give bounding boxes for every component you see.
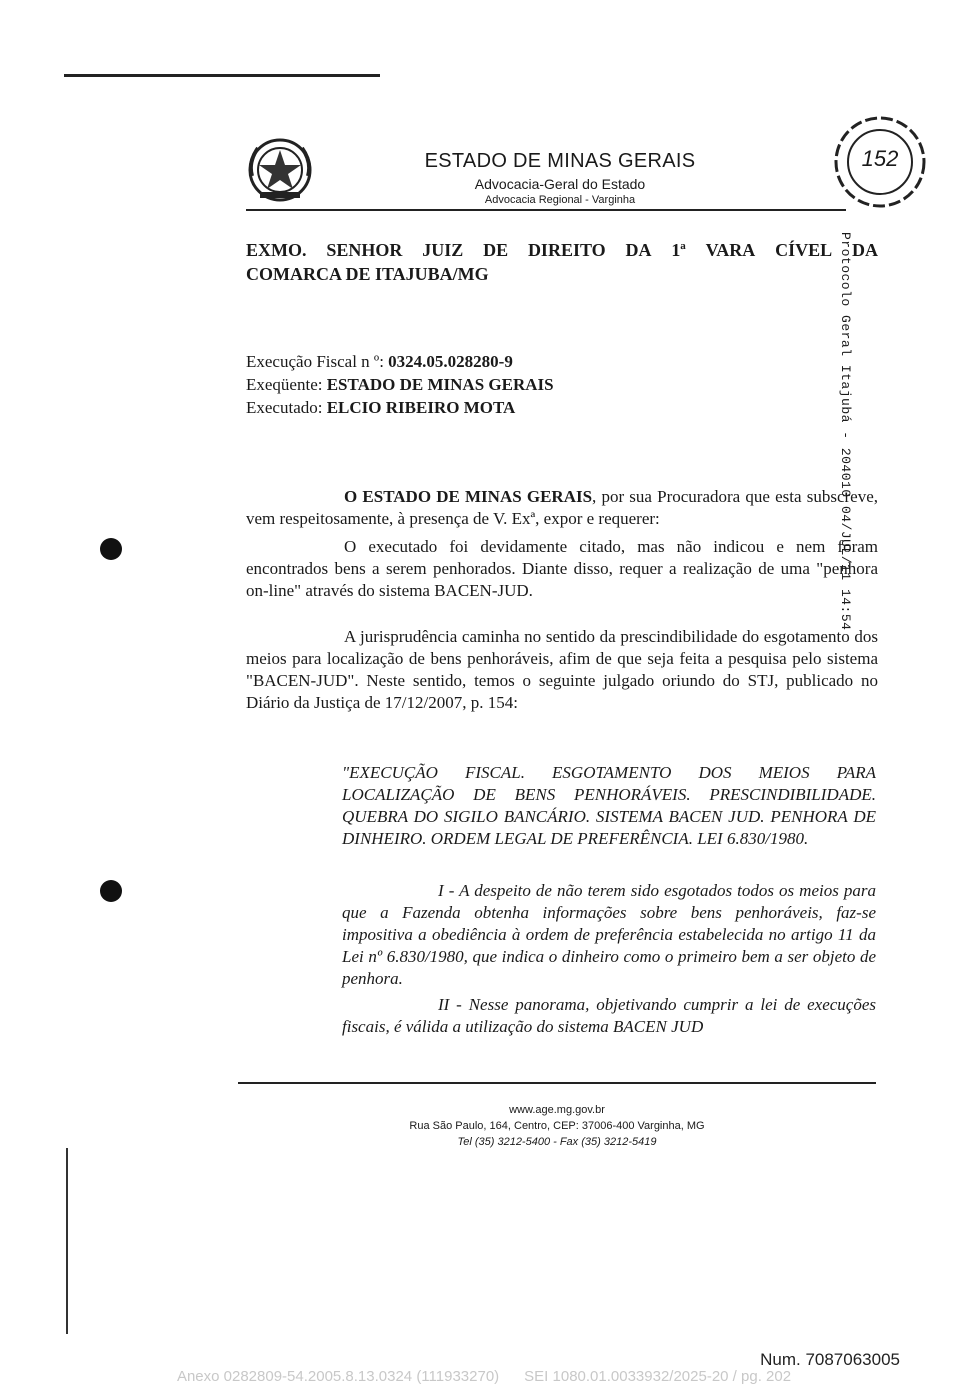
footer-website: www.age.mg.gov.br	[509, 1104, 605, 1116]
addressee-word: 1ª	[671, 240, 686, 260]
paragraph-2: O executado foi devidamente citado, mas não indicou e nem foram encontrados bens a serem penhorados. Diante disso, requer a realização de uma "penhora on-line" através do sistema BACEN-JUD.	[246, 537, 878, 600]
addressee-word: DE	[483, 240, 509, 260]
punch-hole	[100, 880, 122, 902]
seal-number: 152	[861, 146, 899, 171]
footer-address: Rua São Paulo, 164, Centro, CEP: 37006-400 Varginha, MG	[409, 1120, 705, 1132]
paragraph-3: A jurisprudência caminha no sentido da prescindibilidade do esgotamento dos meios para localização de bens penhoráveis, afim de que seja feita a pesquisa pelo sistema "BACEN-JUD". Neste sentido, temos o seguinte julgado oriundo do STJ, publicado no Diário da Justiça de 17/12/2007, p. 154:	[246, 627, 878, 712]
top-rule	[64, 74, 380, 77]
addressee-word: DA	[625, 240, 652, 260]
addressee-word: EXMO.	[246, 240, 307, 260]
quote-heading: "EXECUÇÃO FISCAL. ESGOTAMENTO DOS MEIOS PARA LOCALIZAÇÃO DE BENS PENHORÁVEIS. PRESCINDIBILIDADE. QUEBRA DO SIGILO BANCÁRIO. SISTEMA BACEN JUD. PENHORA DE DINHEIRO. ORDEM LEGAL DE PREFERÊNCIA. LEI 6.830/1980.	[342, 763, 876, 848]
addressee-word: CÍVEL	[775, 240, 833, 260]
exequente-label: Exeqüente:	[246, 375, 323, 394]
header-title: ESTADO DE MINAS GERAIS	[424, 150, 696, 172]
header-rule	[246, 209, 846, 211]
execucao-value: 0324.05.028280-9	[388, 352, 513, 371]
addressee-word: JUIZ	[422, 240, 464, 260]
annex-line: Anexo 0282809-54.2005.8.13.0324 (111933270) SEI 1080.01.0033932/2025-20 / pg. 202	[176, 1368, 792, 1385]
punch-hole	[100, 538, 122, 560]
executado-label: Executado:	[246, 398, 323, 417]
document-number: Num. 7087063005	[760, 1350, 900, 1369]
exequente-value: ESTADO DE MINAS GERAIS	[326, 375, 554, 394]
executado-value: ELCIO RIBEIRO MOTA	[326, 398, 516, 417]
header-office: Advocacia Regional - Varginha	[484, 194, 636, 206]
process-info	[246, 350, 554, 419]
addressee-word: VARA	[705, 240, 756, 260]
margin-line	[66, 1148, 68, 1334]
paragraph-1	[246, 486, 878, 530]
footer-phone: Tel (35) 3212-5400 - Fax (35) 3212-5419	[457, 1136, 657, 1148]
execucao-label: Execução Fiscal n º:	[246, 352, 384, 371]
footer-rule	[238, 1082, 876, 1084]
quote-item-1: I - A despeito de não terem sido esgotados todos os meios para que a Fazenda obtenha informações sobre bens penhoráveis, faz-se impositiva a obediência à ordem de preferência estabelecida no artigo 11 da Lei nº 6.830/1980, que indica o dinheiro como o primeiro bem a ser objeto de penhora.	[342, 881, 876, 988]
addressee-word: SENHOR	[326, 240, 403, 260]
addressee	[246, 238, 878, 286]
protocol-stamp: Protocolo Geral Itajubá - 204010 04/JUL/11 14:54	[838, 232, 853, 631]
addressee-line-1	[246, 238, 878, 262]
paragraph-1-text: , por sua Procuradora que esta subscreve, vem respeitosamente, à presença de V. Exª, expor e requerer:	[246, 487, 878, 528]
paragraph-1-lead: O ESTADO DE MINAS GERAIS	[344, 487, 593, 506]
addressee-line-2: COMARCA DE ITAJUBA/MG	[246, 264, 489, 284]
protocol-seal	[818, 110, 930, 222]
header-subtitle: Advocacia-Geral do Estado	[474, 176, 646, 192]
addressee-word: DA	[851, 240, 878, 260]
addressee-word: DIREITO	[527, 240, 606, 260]
coat-of-arms-icon	[246, 136, 314, 204]
quote-item-2: II - Nesse panorama, objetivando cumprir a lei de execuções fiscais, é válida a utilização do sistema BACEN JUD	[342, 995, 876, 1036]
